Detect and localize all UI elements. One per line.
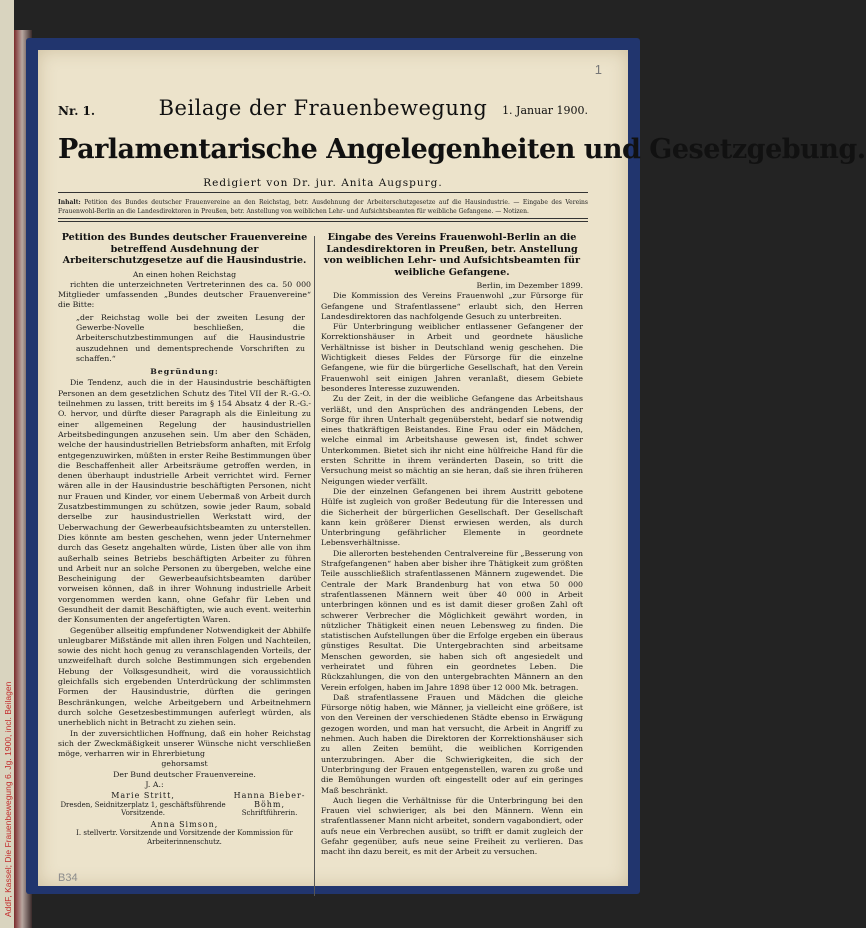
masthead <box>58 92 588 122</box>
eingabe-paragraph: Die der einzelnen Gefangenen bei ihrem Austritt gebotene Hülfe ist zugleich von großer Bedeutung für die Interessen und die Sicherheit der bürgerlichen Gesellschaft. Der Gesellschaft kann kein größerer Dienst erwiesen werden, als durch Unterbringung gefährlicher Elemente in geordnete Lebensverhältnisse. <box>321 486 583 548</box>
dateline: Berlin, im Dezember 1899. <box>476 281 583 290</box>
petition-paragraph: richten die unterzeichneten Vertreterinnen des ca. 50 000 Mitglieder umfassenden „Bundes deutscher Frauenvereine“ die Bitte: <box>58 279 311 310</box>
eingabe-paragraph: Zu der Zeit, in der die weibliche Gefangene das Arbeitshaus verläßt, und den Ansprüchen des andrängenden Lebens, der Sorge für ihren Unterhalt gegenübersteht, bedarf sie notwendig eines thatkräftigen Beistandes. Eine Frau oder ein Mädchen, welche einmal im Arbeitshause gewesen ist, findet schwer Unterkommen. Bietet sich ihr nicht eine hülfreiche Hand für die ersten Schritte in ihrem veränderten Dasein, so tritt die Versuchung meist so mächtig an sie heran, daß sie ihren früheren Neigungen wieder verfällt. <box>321 394 583 486</box>
signer-name: Anna Simson, <box>150 819 219 829</box>
contents-text: Petition des Bundes deutscher Frauenvereine an den Reichstag, betr. Ausdehnung der Arbeiterschutzgesetze auf die Hausindustrie. — Eingabe des Vereins Frauenwohl-Berlin an die Landesdirektoren in Preußen, betr. Anstellung von weiblichen Lehr- und Aufsichtsbeamten für weibliche Gefangene. — Notizen. <box>58 199 588 215</box>
eingabe-paragraph: Für Unterbringung weiblicher entlassener Gefangener der Korrektionshäuser in Arbeit und geordnete häusliche Verhältnisse ist bisher in Deutschland wenig geschehen. Die Wichtigkeit dieses Feldes der Fürsorge für die einzelne Gefangene, wie für die bürgerliche Gesellschaft, hat den Verein Frauenwohl seit einigen Jahren veranlaßt, diesem Gebiete besonderes Interesse zuzuwenden. <box>321 322 583 393</box>
signer-detail: I. stellvertr. Vorsitzende und Vorsitzende der Kommission für Arbeiterinnenschutz. <box>76 829 293 846</box>
issue-date: 1. Januar 1900. <box>502 104 588 117</box>
signer-name: Hanna Bieber-Böhm, <box>233 791 306 809</box>
right-column <box>321 232 583 858</box>
contents-label: Inhalt: <box>58 199 81 206</box>
signer-name: Marie Stritt, <box>111 791 175 801</box>
petition-paragraph: In der zuversichtlichen Hoffnung, daß ein hoher Reichstag sich der Zweckmäßigkeit unserer Wünsche nicht verschließen möge, verharren wir in Ehrerbietung <box>58 728 311 759</box>
issue-number: Nr. 1. <box>58 104 96 118</box>
petition-address: An einen hohen Reichstag <box>132 269 237 279</box>
supplement-title: Beilage der Frauenbewegung <box>158 96 488 120</box>
divider <box>58 218 588 219</box>
signer-detail: Dresden, Seidnitzerplatz 1, geschäftsführende Vorsitzende. <box>60 800 226 818</box>
page-number-mark: 1 <box>594 62 602 77</box>
signer-detail: Schriftführerin. <box>241 809 298 818</box>
signatures <box>58 792 311 818</box>
petition-paragraph: Die Tendenz, auch die in der Hausindustrie beschäftigten Personen an dem gesetzlichen Schutz des Titel VII der R.-G.-O. teilnehmen zu lassen, tritt bereits im § 154 Absatz 4 der R.-G.-O. hervor, und dürfte dieser Paragraph als die Einleitung zu einer allgemeinen Regelung der hausindustriellen Arbeitsbedingungen anzusehen sein. Um aber den Schäden, welche der hausindustriellen Betriebsform anhaften, mit Erfolg entgegenzuwirken, müßten in erster Reihe Bestimmungen über die Beschaffenheit aller Arbeitsräume getroffen werden, in denen überhaupt industrielle Arbeit verrichtet wird. Ferner wären alle in der Hausindustrie beschäftigten Personen, nicht nur Frauen und Kinder, vor einem Uebermaß von Arbeit durch Zusatzbestimmungen zu schützen, sowie jeder Raum, sobald derselbe zur hausindustriellen Werkstatt wird, der Ueberwachung der Gewerbeaufsichtsbeamten zu unterstellen. Dies könnte am besten geschehen, wenn jeder Unternehmer durch das Gesetz angehalten würde, Listen über alle von ihm außerhalb seines Betriebs beschäftigten Arbeiter zu führen und Arbeit nur an solche Personen zu übergeben, welche eine Bescheinigung der Gewerbeaufsichtsbeamten darüber vorweisen können, daß in ihrer Wohnung industrielle Arbeit vorgenommen werden kann, ohne Gefahr für Leben und Gesundheit der damit Beschäftigten, wie auch event. weiterhin der Konsumenten der angefertigten Waren. <box>58 378 311 625</box>
left-column <box>58 232 311 846</box>
closing-organization: Der Bund deutscher Frauenvereine. <box>113 769 256 779</box>
archive-label: AddF, Kassel; Die Frauenbewegung 6. Jg. 1900, incl. Beilagen <box>3 681 13 917</box>
column-rule <box>314 236 315 896</box>
petition-headline: Petition des Bundes deutscher Frauenvereine betreffend Ausdehnung der Arbeiterschutzgesetze auf die Hausindustrie. <box>61 232 308 266</box>
signature <box>58 821 311 847</box>
eingabe-paragraph: Die allerorten bestehenden Centralvereine für „Besserung von Strafgefangenen“ haben aber bisher ihre Thätigkeit zum größten Teile ausschließlich strafentlassenen Männern zugewendet. Die Centrale der Mark Brandenburg hat von etwa 50 000 strafentlassenen Männern weit über 40 000 in Arbeit unterbringen können und es ist damit dieser großen Zahl oft schwerer Verbrecher die Möglichkeit gewährt worden, in nützlicher Thätigkeit einen neuen Lebensweg zu finden. Die statistischen Aufstellungen über die Erfolge ergeben ein überaus günstiges Resultat. Die Untergebrachten sind arbeitsame Menschen geworden, sie haben sich oft angesiedelt und verheiratet und führen ein geordnetes Leben. Die Rückzahlungen, die von den untergebrachten Männern an den Verein erfolgen, haben im Jahre 1898 über 12 000 Mk. betragen. <box>321 548 583 692</box>
reason-heading: Begründung: <box>150 367 219 377</box>
eingabe-headline: Eingabe des Vereins Frauenwohl-Berlin an die Landesdirektoren in Preußen, betr. Anstellung von weiblichen Lehr- und Aufsichtsbeamten für weibliche Gefangene. <box>323 232 581 278</box>
closing-phrase: gehorsamst <box>161 759 208 769</box>
closing-ia: J. A.: <box>145 780 164 790</box>
signature <box>58 792 228 818</box>
archive-stamp: B34 <box>58 872 78 884</box>
main-title: Parlamentarische Angelegenheiten und Gesetzgebung. <box>58 134 866 165</box>
signature <box>228 792 311 818</box>
divider <box>58 221 588 222</box>
newspaper-page <box>38 50 866 886</box>
table-of-contents <box>58 198 588 216</box>
petition-paragraph: Gegenüber allseitig empfundener Notwendigkeit der Abhilfe unleugbarer Mißstände mit allen ihren Folgen und Nachteilen, sowie des nicht hoch genug zu veranschlagenden Vorteils, der unzweifelhaft durch solche Bestimmungen sich ergebenden Hebung der Volksgesundheit, wird die voraussichtlich gleichfalls sich ergebenden Unterdrückung der schlimmsten Formen der Hausindustrie, dürften die geringen Beschränkungen, welche Arbeitgebern und Arbeitnehmern durch solche Gesetzesbestimmungen auferlegt würden, als unerheblich nicht in Betracht zu ziehen sein. <box>58 625 311 728</box>
divider <box>58 192 588 193</box>
eingabe-paragraph: Daß strafentlassene Frauen und Mädchen die gleiche Fürsorge nötig haben, wie Männer, ja vielleicht eine größere, ist von den Vereinen der verschiedenen Städte ebenso in Erwägung gezogen worden, und man hat versucht, die Arbeit in Angriff zu nehmen. Auch haben die Direktoren der Korrektionshäuser sich zu allen Zeiten bemüht, die weiblichen Korrigenden unterzubringen. Aber die Schwierigkeiten, die sich der Unterbringung der Frauen entgegenstellen, waren zu große und die Bemühungen wurden oft eingestellt oder auf ein geringes Maß beschränkt. <box>321 692 583 795</box>
petition-request: „der Reichstag wolle bei der zweiten Lesung der Gewerbe-Novelle beschließen, die Arbeiterschutzbestimmungen auf die Hausindustrie auszudehnen und dementsprechende Vorschriften zu schaffen.“ <box>76 312 305 363</box>
editor-line: Redigiert von Dr. jur. Anita Augspurg. <box>203 177 443 189</box>
eingabe-paragraph: Auch liegen die Verhältnisse für die Unterbringung bei den Frauen viel schwieriger, als bei den Männern. Wenn ein strafentlassener Mann nicht arbeitet, sondern vagabondiert, oder aufs neue ein Verbrechen ausübt, so trifft er damit zugleich der Gefahr gegenüber, aufs neue seine Freiheit zu verlieren. Das macht ihn dazu bereit, es mit der Arbeit zu versuchen. <box>321 795 583 857</box>
eingabe-paragraph: Die Kommission des Vereins Frauenwohl „zur Fürsorge für Gefangene und Strafentlassene“ erlaubt sich, den Herren Landesdirektoren das nachfolgende Gesuch zu unterbreiten. <box>321 291 583 321</box>
